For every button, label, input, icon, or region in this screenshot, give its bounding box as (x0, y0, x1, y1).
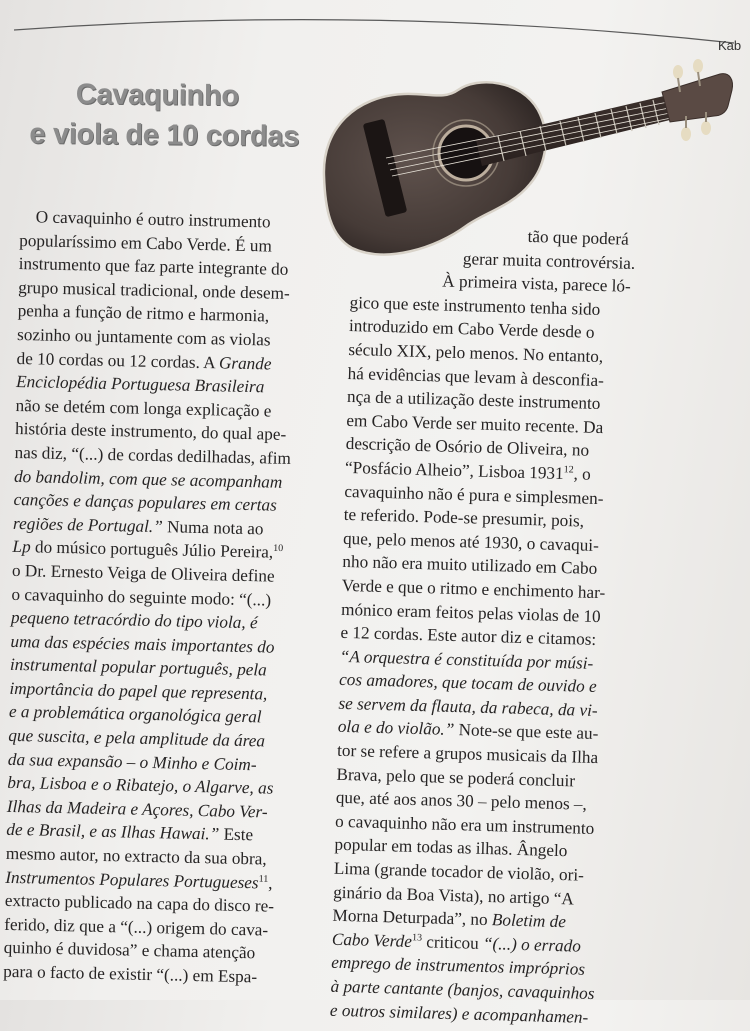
text-line: te referido. Pode-se presumir, pois, (343, 505, 585, 531)
text-line: do bandolim, com que se acompanham (13, 466, 283, 492)
text-line: Instrumentos Populares Portugueses$^{11}$, (5, 867, 273, 893)
text-line: quinho é duvidosa” e chama atenção (3, 938, 256, 963)
running-head: Kab (718, 38, 742, 53)
text-line: cos amadores, que tocam de ouvido e (338, 670, 597, 697)
text-line: história deste instrumento, do qual ape- (14, 419, 287, 445)
text-line: à parte cantante (banjos, cavaquinhos (330, 976, 595, 1004)
italic-text: Grande (218, 352, 272, 374)
text-line: que, até aos anos 30 – pelo menos –, (335, 788, 588, 815)
footnote-ref: 13 (411, 932, 423, 944)
text-line: “Posfácio Alheio”, Lisboa 1931$^{12}$, o (344, 457, 592, 484)
footnote-ref: 11 (258, 873, 269, 885)
text-line: que, pelo menos até 1930, o cavaqui- (342, 528, 600, 555)
text-line: ginário da Boa Vista), no artigo “A (332, 882, 575, 909)
text-line: Brava, pelo que se poderá concluir (336, 764, 576, 791)
text-line: extracto publicado na capa do disco re- (4, 891, 275, 916)
text-line: Lima (grande tocador de violão, ori- (333, 858, 585, 885)
text-line: ferido, diz que a “(...) origem do cava- (4, 914, 269, 940)
footnote-ref: 12 (563, 464, 574, 476)
left-column (3, 205, 340, 990)
top-rule (14, 10, 734, 50)
text-line: sozinho ou juntamente com as violas (16, 324, 271, 350)
right-column (330, 220, 670, 1031)
text-line: Cabo Verde$^{13}$ criticou “(...) o errado (331, 929, 582, 956)
text-line: e outros similares) e acompanhamen- (329, 1000, 589, 1027)
text-line: o cavaquinho do seguinte modo: “(...) (11, 584, 272, 610)
text-line: tor se refere a grupos musicais da Ilha (336, 740, 599, 768)
text-line: Verde e que o ritmo e enchimento har- (341, 575, 606, 603)
text-line: uma das espécies mais importantes do (10, 631, 275, 657)
text-line: mónico eram feitos pelas violas de 10 (340, 599, 601, 626)
text-line: cavaquinho não é pura e simplesmen- (344, 481, 604, 508)
text-line: grupo musical tradicional, onde desem- (17, 277, 290, 303)
text-line: se servem da flauta, da rabeca, da vi- (338, 693, 598, 720)
text-line: tão que poderá (527, 226, 630, 249)
text-line: Morna Deturpada”, no Boletim de (332, 905, 567, 932)
footnote-ref: 10 (273, 543, 284, 555)
text-line: em Cabo Verde ser muito recente. Da (346, 410, 604, 437)
text-line: bra, Lisboa e o Ribatejo, o Algarve, as (7, 773, 274, 798)
text-line: de e Brasil, e as Ilhas Hawai.” Este (6, 820, 254, 845)
text-line: mesmo autor, no extracto da sua obra, (5, 843, 267, 869)
text-line: regiões de Portugal.” Numa nota ao (12, 513, 264, 539)
text-line: Lp do músico português Júlio Pereira,$^{10}$ (12, 537, 284, 562)
text-line: nas diz, “(...) de cordas dedilhadas, afim (14, 442, 292, 468)
text-line: gico que este instrumento tenha sido (349, 292, 601, 319)
text-line: não se detém com longa explicação e (15, 395, 272, 421)
text-line: Enciclopédia Portuguesa Brasileira (15, 372, 265, 397)
text-line: instrumental popular português, pela (9, 655, 267, 680)
text-line: e a problemática organológica geral (8, 702, 262, 727)
section-title (29, 74, 320, 157)
text-line: popularíssimo em Cabo Verde. É um (19, 230, 273, 256)
text-line: emprego de instrumentos impróprios (330, 953, 586, 980)
text-line: À primeira vista, parece ló- (442, 271, 632, 296)
text-line: canções e danças populares em certas (13, 490, 278, 515)
text-line: há evidências que levam à desconfia- (347, 363, 605, 390)
text-line: pequeno tetracórdio do tipo viola, é (10, 607, 258, 633)
text-line: gerar muita controvérsia. (462, 248, 636, 273)
text-line: introduzido em Cabo Verde desde o (348, 316, 595, 343)
text-line: que suscita, e pela amplitude da área (8, 725, 266, 751)
text-line: para o facto de existir “(...) em Espa- (3, 961, 258, 987)
text-line: da sua expansão – o Minho e Coim- (7, 749, 257, 774)
text-line: penha a função de ritmo e harmonia, (17, 301, 270, 326)
text-line: nça de a utilização deste instrumento (346, 387, 601, 414)
italic-text: Lp (12, 537, 31, 557)
text-line: descrição de Osório de Oliveira, no (345, 434, 590, 461)
text-line: instrumento que faz parte integrante do (18, 254, 289, 280)
section-title-line-2: e viola de 10 cordas (29, 117, 300, 153)
text-line: Ilhas da Madeira e Açores, Cabo Ver- (6, 796, 268, 822)
text-line: o Dr. Ernesto Veiga de Oliveira define (11, 560, 275, 586)
text-line: e 12 cordas. Este autor diz e citamos: (340, 622, 597, 650)
text-line: O cavaquinho é outro instrumento (35, 207, 271, 232)
text-line: nho não era muito utilizado em Cabo (342, 552, 598, 579)
text-line: importância do papel que representa, (9, 678, 268, 704)
section-title-line-1: Cavaquinho (75, 78, 239, 113)
text-line: popular em todas as ilhas. Ângelo (334, 835, 568, 861)
text-line: ola e do violão.” Note-se que este au- (337, 717, 599, 744)
text-line: de 10 cordas ou 12 cordas. A Grande (16, 348, 272, 374)
text-line: “A orquestra é constituída por músi- (339, 646, 594, 673)
text-line: o cavaquinho não era um instrumento (334, 811, 595, 838)
text-line: século XIX, pelo menos. No entanto, (348, 339, 604, 367)
